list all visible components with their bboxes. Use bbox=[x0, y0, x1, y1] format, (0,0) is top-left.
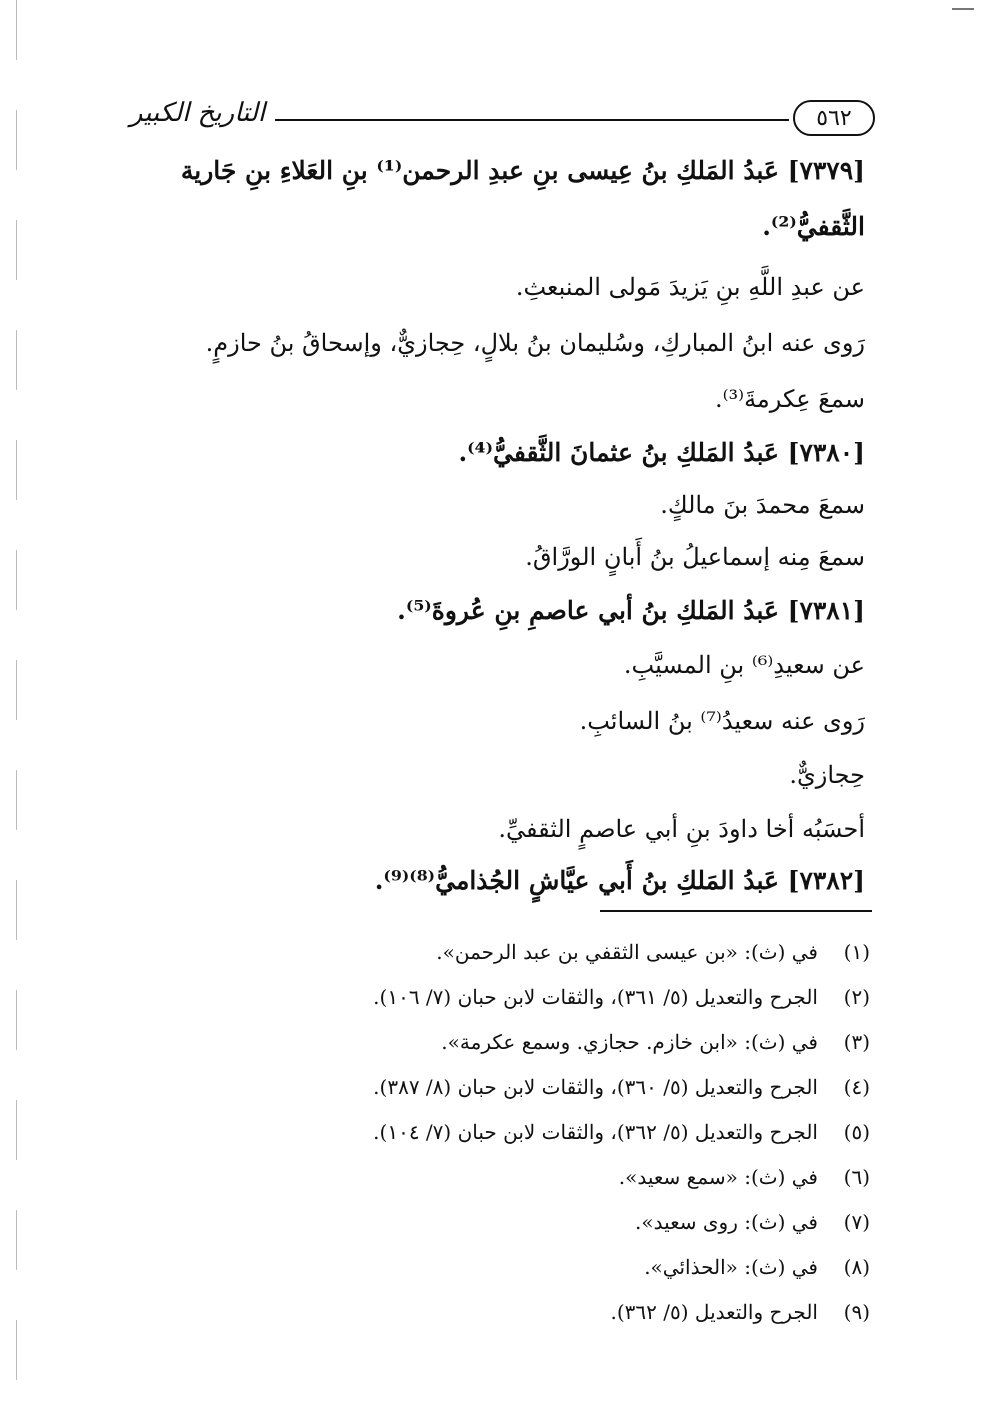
text-line: عن عبدِ اللَّهِ بنِ يَزيدَ مَولى المنبعثِ. bbox=[515, 273, 865, 301]
footnote-text: في (ث): «ابن خازم. حجازي. وسمع عكرمة». bbox=[441, 1030, 818, 1054]
footnote-text: الجرح والتعديل (٥/ ٣٦٢). bbox=[610, 1300, 818, 1324]
entry-heading-7382: [٧٣٨٢] عَبدُ المَلكِ بنُ أَبي عيَّاشٍ الجُذاميُّ⁽⁸⁾⁽⁹⁾. bbox=[374, 866, 865, 895]
footnote bbox=[373, 1075, 870, 1099]
footnote-text: في (ث): «بن عيسى الثقفي بن عبد الرحمن». bbox=[436, 940, 818, 964]
entry-heading-7381: [٧٣٨١] عَبدُ المَلكِ بنُ أبي عاصمِ بنِ عُروةَ⁽⁵⁾. bbox=[397, 596, 865, 625]
footnote-text: في (ث): «الحذائي». bbox=[644, 1255, 818, 1279]
entry-heading-7379-cont: الثَّقفيُّ⁽²⁾. bbox=[762, 212, 865, 241]
footnote bbox=[619, 1165, 870, 1189]
text-line: سمعَ مِنه إسماعيلُ بنُ أَبانٍ الورَّاقُ. bbox=[525, 543, 865, 571]
page-header bbox=[125, 96, 875, 146]
footnote-text: الجرح والتعديل (٥/ ٣٦١)، والثقات لابن حبان (٧/ ١٠٦). bbox=[373, 985, 818, 1009]
footnote-number: (٥) bbox=[843, 1120, 870, 1144]
text-line: سمعَ محمدَ بنَ مالكٍ. bbox=[660, 491, 865, 519]
footnote bbox=[441, 1030, 870, 1054]
footnote-text: الجرح والتعديل (٥/ ٣٦٠)، والثقات لابن حبان (٨/ ٣٨٧). bbox=[373, 1075, 818, 1099]
text-line: رَوى عنه سعيدُ⁽⁷⁾ بنُ السائبِ. bbox=[579, 707, 865, 735]
footnote-number: (٧) bbox=[843, 1210, 870, 1234]
footnote bbox=[611, 1300, 871, 1324]
footnote-number: (٤) bbox=[843, 1075, 870, 1099]
text-line: رَوى عنه ابنُ المباركِ، وسُليمان بنُ بلالٍ، حِجازيٌّ، وإسحاقُ بنُ حازمٍ. bbox=[205, 329, 865, 357]
footnote bbox=[373, 985, 870, 1009]
text-line: عن سعيدِ⁽⁶⁾ بنِ المسيَّبِ. bbox=[623, 651, 865, 679]
text-line: حِجازيٌّ. bbox=[789, 761, 865, 789]
footnote-text: في (ث): روى سعيد». bbox=[635, 1210, 818, 1234]
footnote bbox=[373, 1120, 870, 1144]
entry-heading-7380: [٧٣٨٠] عَبدُ المَلكِ بنُ عثمانَ الثَّقفيُّ⁽⁴⁾. bbox=[458, 438, 865, 467]
footnote-text: في (ث): «سمع سعيد». bbox=[618, 1165, 818, 1189]
running-title: التاريخ الكبير bbox=[129, 98, 266, 128]
footnote-number: (٣) bbox=[843, 1030, 870, 1054]
scan-mark bbox=[952, 8, 974, 10]
footnote-number: (٨) bbox=[843, 1255, 870, 1279]
footnote-number: (٩) bbox=[843, 1300, 870, 1324]
footnote bbox=[644, 1255, 870, 1279]
text-line: سمعَ عِكرمةَ⁽³⁾. bbox=[715, 385, 865, 413]
entry-heading-7379: [٧٣٧٩] عَبدُ المَلكِ بنُ عِيسى بنِ عبدِ الرحمن⁽¹⁾ بنِ العَلاءِ بنِ جَارية bbox=[180, 156, 865, 185]
footnote-number: (٦) bbox=[843, 1165, 870, 1189]
footnote bbox=[635, 1210, 870, 1234]
scan-edge-mark bbox=[16, 0, 17, 1425]
footnote-separator bbox=[600, 910, 872, 912]
footnote-number: (١) bbox=[843, 940, 870, 964]
header-rule bbox=[275, 119, 789, 121]
footnote-number: (٢) bbox=[843, 985, 870, 1009]
page-number: ٥٦٢ bbox=[793, 100, 875, 136]
footnote bbox=[436, 940, 870, 964]
footnote-text: الجرح والتعديل (٥/ ٣٦٢)، والثقات لابن حبان (٧/ ١٠٤). bbox=[373, 1120, 818, 1144]
text-line: أحسَبُه أخا داودَ بنِ أبي عاصمٍ الثقفيِّ. bbox=[498, 815, 865, 843]
